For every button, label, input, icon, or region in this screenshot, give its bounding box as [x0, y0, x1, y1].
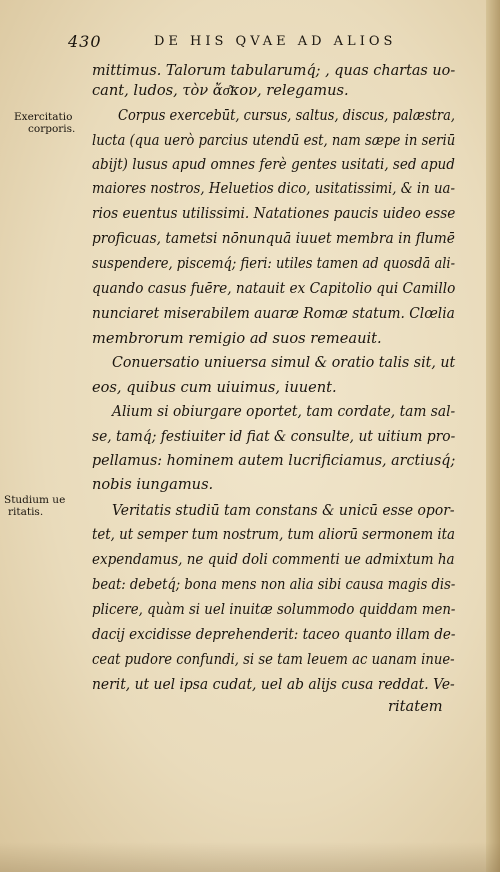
- text-line: pellamus: hominem autem lucrificiamus, arctiusq́;: [92, 452, 456, 469]
- text-line: lucta (qua uerò parcius utendū est, nam sæpe in seriū: [92, 132, 456, 149]
- text-line: ceat pudore confundi, si se tam leuem ac uanam inue-: [92, 651, 455, 668]
- margin-note-line: corporis.: [28, 123, 76, 135]
- text-line: Corpus exercebūt, cursus, saltus, discus, palæstra,: [118, 107, 455, 124]
- text-line: rios euentus utilissimi. Natationes paucis uideo esse: [92, 205, 456, 222]
- text-line: maiores nostros, Heluetios dico, usitatissimi, & in ua-: [92, 180, 456, 197]
- text-line: Alium si obiurgare oportet, tam cordate, tam sal-: [112, 403, 456, 420]
- margin-note-line: Exercitatio: [14, 111, 73, 123]
- text-line: nobis iungamus.: [92, 476, 214, 493]
- text-line: quando casus fuēre, natauit ex Capitolio qui Camillo: [92, 280, 456, 297]
- text-line: Conuersatio uniuersa simul & oratio talis sit, ut: [112, 354, 456, 371]
- text-line: expendamus, ne quid doli commenti ue admixtum ha: [92, 551, 455, 568]
- margin-note-line: ritatis.: [8, 506, 44, 518]
- text-line: dacij excidisse deprehenderit: taceo quanto illam de-: [92, 626, 456, 643]
- running-head: DE HIS QVAE AD ALIOS: [154, 34, 397, 49]
- text-line: suspendere, piscemq́; fieri: utiles tamen ad quosdā ali-: [92, 255, 456, 272]
- text-line: membrorum remigio ad suos remeauit.: [92, 330, 382, 347]
- text-line: nunciaret miserabilem auaræ Romæ statum. Clœlia: [92, 305, 455, 322]
- text-line: cant, ludos, τὸν ἄσ͂κον, relegamus.: [92, 82, 349, 99]
- text-line: abijt) lusus apud omnes ferè gentes usitati, sed apud: [92, 156, 455, 173]
- text-line: tet, ut semper tum nostrum, tum aliorū sermonem ita: [92, 526, 455, 543]
- text-line: nerit, ut uel ipsa cudat, uel ab alijs cusa reddat. Ve-: [92, 676, 455, 693]
- text-line: plicere, quàm si uel inuitæ solummodo quiddam men-: [92, 601, 456, 618]
- text-line: eos, quibus cum uiuimus, iuuent.: [92, 379, 337, 396]
- page-number: 430: [68, 32, 102, 51]
- margin-note-line: Studium ue: [4, 494, 66, 506]
- text-line: se, tamq́; festiuiter id fiat & consulte, ut uitium pro-: [92, 428, 456, 445]
- text-line: mittimus. Talorum tabularumq́; , quas chartas uo-: [92, 62, 456, 79]
- text-line: proficuas, tametsi nōnunquā iuuet membra in flumē: [92, 230, 455, 247]
- text-line: beat: debetq́; bona mens non alia sibi causa magis dis-: [92, 576, 456, 593]
- catchword: ritatem: [388, 698, 443, 715]
- text-line: Veritatis studiū tam constans & unicū esse opor-: [112, 502, 455, 519]
